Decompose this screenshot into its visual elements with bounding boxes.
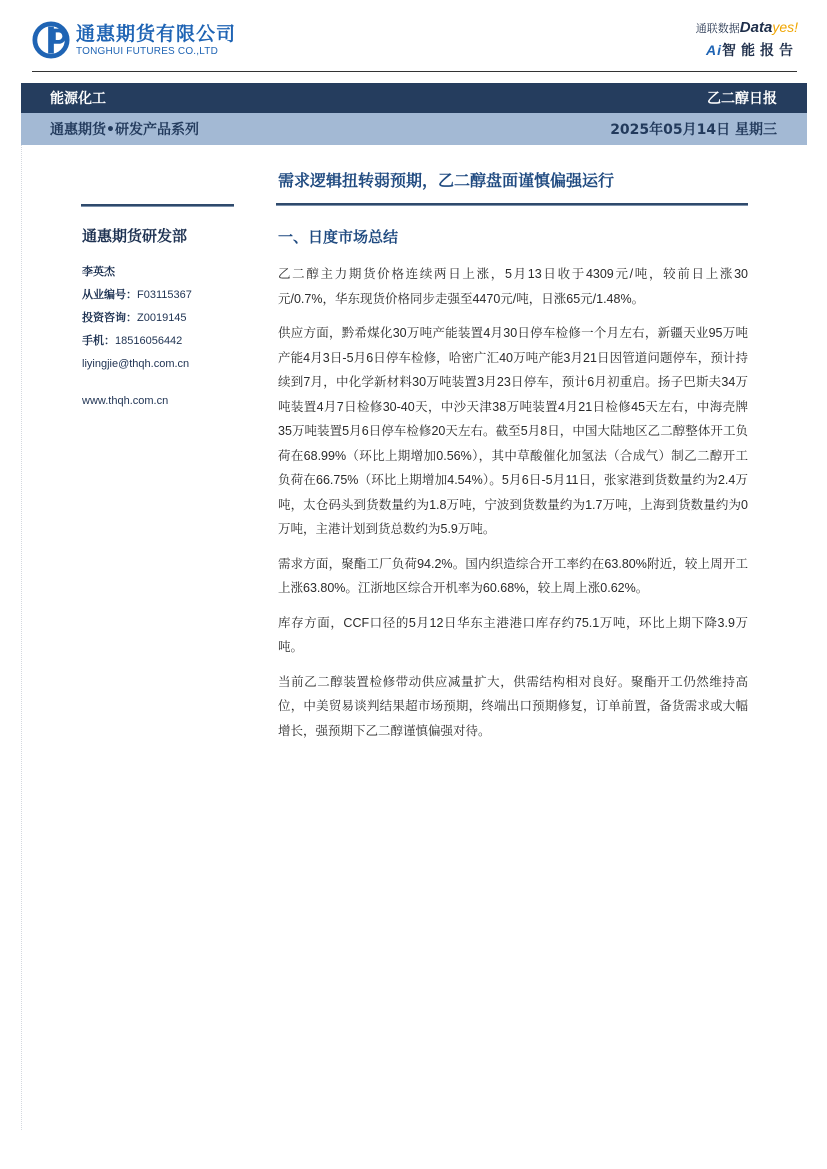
email-link[interactable]: liyingjie@thqh.com.cn xyxy=(82,358,190,370)
title-divider xyxy=(276,203,748,206)
analyst-name: 李英杰 xyxy=(82,265,115,278)
advisory-number: Z0019145 xyxy=(137,312,187,324)
header-divider xyxy=(32,71,797,72)
license-number: F03115367 xyxy=(137,289,192,301)
report-body xyxy=(278,262,748,753)
phone-label: 手机： xyxy=(82,334,115,347)
license-label: 从业编号： xyxy=(82,288,137,301)
phone-number: 18516056442 xyxy=(115,335,183,347)
paragraph-price: 乙二醇主力期货价格连续两日上涨，5月13日收于4309元/吨，较前日上涨30元/0.7%，华东现货价格同步走强至4470元/吨，日涨65元/1.48%。 xyxy=(278,267,748,306)
report-banner xyxy=(21,83,807,145)
tonghui-logo-icon xyxy=(32,21,70,59)
datayes-chinese: 通联数据 xyxy=(695,22,740,35)
advisory-label: 投资咨询： xyxy=(82,311,137,324)
report-title: 需求逻辑扭转弱预期，乙二醇盘面谨慎偏强运行 xyxy=(278,171,615,190)
sidebar-divider xyxy=(81,204,234,207)
banner-top-bar xyxy=(21,83,807,113)
paragraph-inventory: 库存方面，CCF口径的5月12日华东主港港口库存约75.1万吨，环比上期下降3.9万吨。 xyxy=(278,615,748,654)
datayes-logo xyxy=(678,18,798,61)
analyst-info xyxy=(82,263,192,415)
department-title: 通惠期货研发部 xyxy=(82,227,188,245)
banner-bottom-bar xyxy=(21,113,807,145)
report-type-label: 乙二醇日报 xyxy=(707,91,777,107)
logo-english-name: TONGHUI FUTURES CO.,LTD xyxy=(76,45,219,57)
ai-report-label: 智能报告 xyxy=(722,43,798,59)
sector-label: 能源化工 xyxy=(50,91,106,107)
paragraph-outlook: 当前乙二醇装置检修带动供应减量扩大，供需结构相对良好。聚酯开工仍然维持高位，中美贸易谈判结果超市场预期，终端出口预期修复，订单前置，备货需求或大幅增长，强预期下乙二醇谨慎偏强对待。 xyxy=(278,674,748,738)
datayes-yes: yes! xyxy=(772,19,798,35)
ai-icon: Ai xyxy=(706,42,722,58)
company-logo xyxy=(32,20,236,60)
datayes-data: Data xyxy=(739,19,773,36)
paragraph-supply: 供应方面，黔希煤化30万吨产能装置4月30日停车检修一个月左右，新疆天业95万吨产能4月3日-5月6日停车检修，哈密广汇40万吨产能3月21日因管道问题停车，预计持续到7月，中化学新材料30万吨装置3月23日停车，预计6月初重启。扬子巴斯夫34万吨装置4月7日检修30-40天，中沙天津38万吨装置4月21日检修45天左右，中海壳牌35万吨装置5月6日停车检修20天左右。截至5月8日，中国大陆地区乙二醇整体开工负荷在68.99%（环比上期增加0.56%），其中草酸催化加氢法（合成气）制乙二醇开工负荷在66.75%（环比上期增加4.54%）。5月6日-5月11日，张家港到货数量约为2.4万吨，太仓码头到货数量约为1.8万吨，宁波到货数量约为1.7万吨，上海到货数量约为0万吨，主港计划到货总数约为5.9万吨。 xyxy=(278,326,748,536)
logo-chinese-name: 通惠期货有限公司 xyxy=(76,22,237,45)
series-label: 通惠期货•研发产品系列 xyxy=(50,122,199,138)
page-margin-line xyxy=(21,145,22,1130)
section-heading: 一、日度市场总结 xyxy=(278,228,399,246)
paragraph-demand: 需求方面，聚酯工厂负荷94.2%。国内织造综合开工率约在63.80%附近，较上周开工上涨63.80%。江浙地区综合开机率为60.68%，较上周上涨0.62%。 xyxy=(278,556,748,595)
report-date: 2025年05月14日 星期三 xyxy=(610,122,777,138)
website-link[interactable]: www.thqh.com.cn xyxy=(82,395,169,407)
